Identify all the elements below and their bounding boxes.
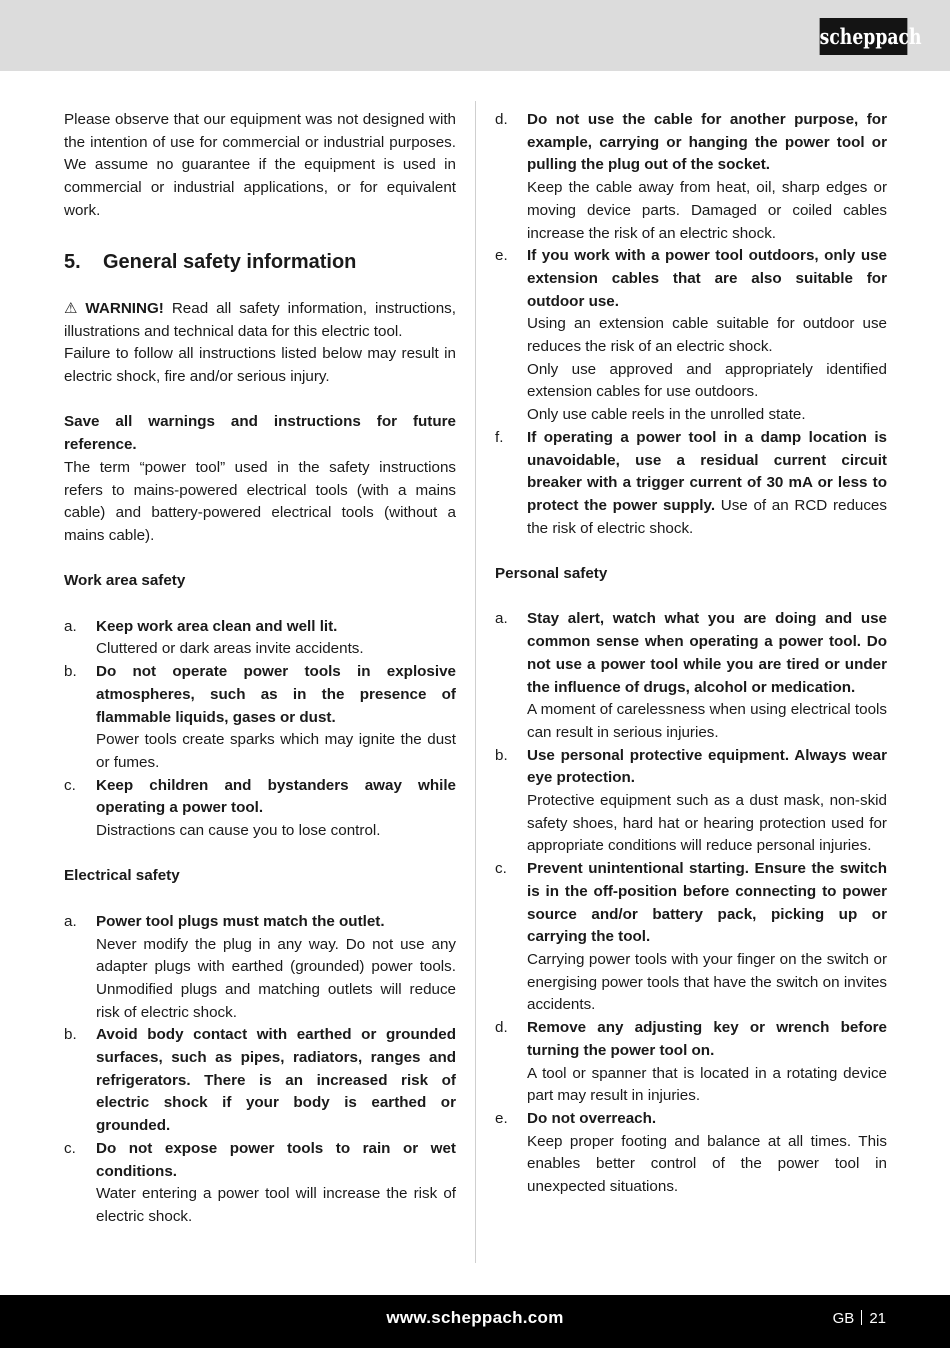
header-bar bbox=[0, 0, 950, 71]
scheppach-logo: scheppach bbox=[820, 18, 908, 55]
right-column bbox=[495, 109, 887, 1199]
warning-consequence: Failure to follow all instructions listed below may result in electric shock, fire and/or serious injury. bbox=[64, 345, 456, 385]
column-divider bbox=[475, 101, 476, 1263]
item-label: b. bbox=[495, 746, 508, 764]
list-item bbox=[495, 745, 887, 859]
item-instruction: Stay alert, watch what you are doing and use common sense when operating a power tool. Do not use a power tool while you are tired or under the influence of drugs, alcohol or medication. bbox=[527, 610, 887, 696]
item-explanation: Only use cable reels in the unrolled state. bbox=[527, 406, 806, 424]
item-explanation: Use of an RCD reduces the risk of electric shock. bbox=[527, 496, 887, 537]
item-label: c. bbox=[495, 860, 507, 878]
item-instruction: Do not use the cable for another purpose, for example, carrying or hanging the power tool or pulling the plug out of the socket. bbox=[527, 111, 887, 174]
item-label: e. bbox=[495, 1109, 508, 1127]
language-code: GB bbox=[832, 1310, 855, 1327]
item-label: b. bbox=[64, 1026, 77, 1044]
item-instruction: Power tool plugs must match the outlet. bbox=[96, 912, 385, 930]
item-instruction: Prevent unintentional starting. Ensure the switch is in the off-position before connecting to power source and/or battery pack, picking up or carrying the tool. bbox=[527, 860, 887, 946]
item-label: c. bbox=[64, 776, 76, 794]
item-explanation: Water entering a power tool will increase the risk of electric shock. bbox=[96, 1185, 456, 1225]
list-item bbox=[64, 1138, 456, 1229]
list-item bbox=[64, 616, 456, 661]
item-explanation: Power tools create sparks which may ignite the dust or fumes. bbox=[96, 731, 456, 771]
item-explanation: Cluttered or dark areas invite accidents. bbox=[96, 640, 364, 658]
save-warnings-note: Save all warnings and instructions for future reference. bbox=[64, 413, 456, 454]
item-instruction: Do not overreach. bbox=[527, 1109, 657, 1127]
item-label: a. bbox=[64, 912, 77, 930]
page-number: 21 bbox=[869, 1310, 886, 1327]
list-item bbox=[64, 661, 456, 775]
warning-label: WARNING! bbox=[85, 299, 164, 317]
item-instruction: Do not expose power tools to rain or wet conditions. bbox=[96, 1139, 456, 1180]
list-item bbox=[64, 911, 456, 1025]
item-label: d. bbox=[495, 1019, 508, 1037]
list-item bbox=[495, 427, 887, 541]
item-label: a. bbox=[64, 617, 77, 635]
list-item bbox=[495, 1108, 887, 1199]
warning-paragraph bbox=[64, 298, 456, 343]
item-explanation: Keep the cable away from heat, oil, sharp edges or moving device parts. Damaged or coiled cables increase the risk of an electric shock. bbox=[527, 179, 887, 242]
item-label: c. bbox=[64, 1139, 76, 1157]
item-instruction: Do not operate power tools in explosive atmospheres, such as in the presence of flammable liquids, gases or dust. bbox=[96, 663, 456, 726]
list-item bbox=[495, 109, 887, 245]
item-label: d. bbox=[495, 111, 508, 128]
item-label: a. bbox=[495, 610, 508, 628]
item-instruction: If you work with a power tool outdoors, only use extension cables that are also suitable for outdoor use. bbox=[527, 247, 887, 310]
item-instruction: If operating a power tool in a damp location is unavoidable, use a residual current circuit breaker with a trigger current of 30 mA or less to protect the power supply. bbox=[527, 428, 887, 514]
left-column bbox=[64, 109, 456, 1229]
item-label: f. bbox=[495, 428, 504, 446]
item-explanation: A moment of carelessness when using electrical tools can result in serious injuries. bbox=[527, 701, 887, 741]
list-item bbox=[495, 608, 887, 744]
page-separator bbox=[861, 1310, 862, 1325]
item-instruction: Keep children and bystanders away while operating a power tool. bbox=[96, 776, 456, 817]
power-tool-definition: The term “power tool” used in the safety instructions refers to mains-powered electrical tools (with a mains cable) and battery-powered electrical tools (without a mains cable). bbox=[64, 458, 456, 544]
warning-text: Read all safety information, instructions, illustrations and technical data for this electric tool. bbox=[64, 299, 456, 340]
list-item bbox=[495, 245, 887, 427]
item-label: e. bbox=[495, 247, 508, 265]
page-indicator bbox=[833, 1310, 886, 1327]
intro-paragraph: Please observe that our equipment was not designed with the intention of use for commercial or industrial purposes. We assume no guarantee if the equipment is used in commercial or industrial applications, or for equivalent work. bbox=[64, 111, 456, 219]
item-explanation: Never modify the plug in any way. Do not use any adapter plugs with earthed (grounded) power tools. Unmodified plugs and matching outlets will reduce risk of electric shock. bbox=[96, 935, 456, 1021]
item-explanation: Only use approved and appropriately identified extension cables for use outdoors. bbox=[527, 360, 887, 401]
list-item bbox=[64, 775, 456, 843]
item-instruction: Remove any adjusting key or wrench before turning the power tool on. bbox=[527, 1019, 887, 1059]
section-heading bbox=[64, 249, 456, 275]
section-number: 5. bbox=[64, 251, 81, 274]
list-item bbox=[64, 1024, 456, 1138]
work-area-heading: Work area safety bbox=[64, 572, 186, 590]
item-instruction: Keep work area clean and well lit. bbox=[96, 617, 338, 635]
item-instruction: Avoid body contact with earthed or grounded surfaces, such as pipes, radiators, ranges and refrigerators. There is an increased risk of electric shock if your body is earthed or grounded. bbox=[96, 1026, 456, 1135]
personal-safety-heading: Personal safety bbox=[495, 565, 608, 583]
item-explanation: Distractions can cause you to lose control. bbox=[96, 822, 381, 840]
list-item bbox=[495, 858, 887, 1017]
electrical-heading: Electrical safety bbox=[64, 867, 180, 885]
footer-bar bbox=[0, 1295, 950, 1348]
website-url: www.scheppach.com bbox=[386, 1308, 564, 1327]
item-instruction-paragraph bbox=[527, 427, 887, 541]
item-explanation: A tool or spanner that is located in a rotating device part may result in injuries. bbox=[527, 1064, 887, 1105]
item-explanation: Keep proper footing and balance at all times. This enables better control of the power tool in unexpected situations. bbox=[527, 1132, 887, 1196]
list-item bbox=[495, 1017, 887, 1108]
item-label: b. bbox=[64, 663, 77, 681]
item-explanation: Carrying power tools with your finger on the switch or energising power tools that have the switch on invites accidents. bbox=[527, 950, 887, 1014]
warning-triangle-icon: ⚠ bbox=[64, 299, 78, 317]
section-title: General safety information bbox=[103, 251, 357, 274]
item-instruction: Use personal protective equipment. Always wear eye protection. bbox=[527, 746, 887, 787]
item-explanation: Using an extension cable suitable for outdoor use reduces the risk of an electric shock. bbox=[527, 315, 887, 356]
item-explanation: Protective equipment such as a dust mask, non-skid safety shoes, hard hat or hearing protection used for appropriate conditions will reduce personal injuries. bbox=[527, 792, 887, 855]
